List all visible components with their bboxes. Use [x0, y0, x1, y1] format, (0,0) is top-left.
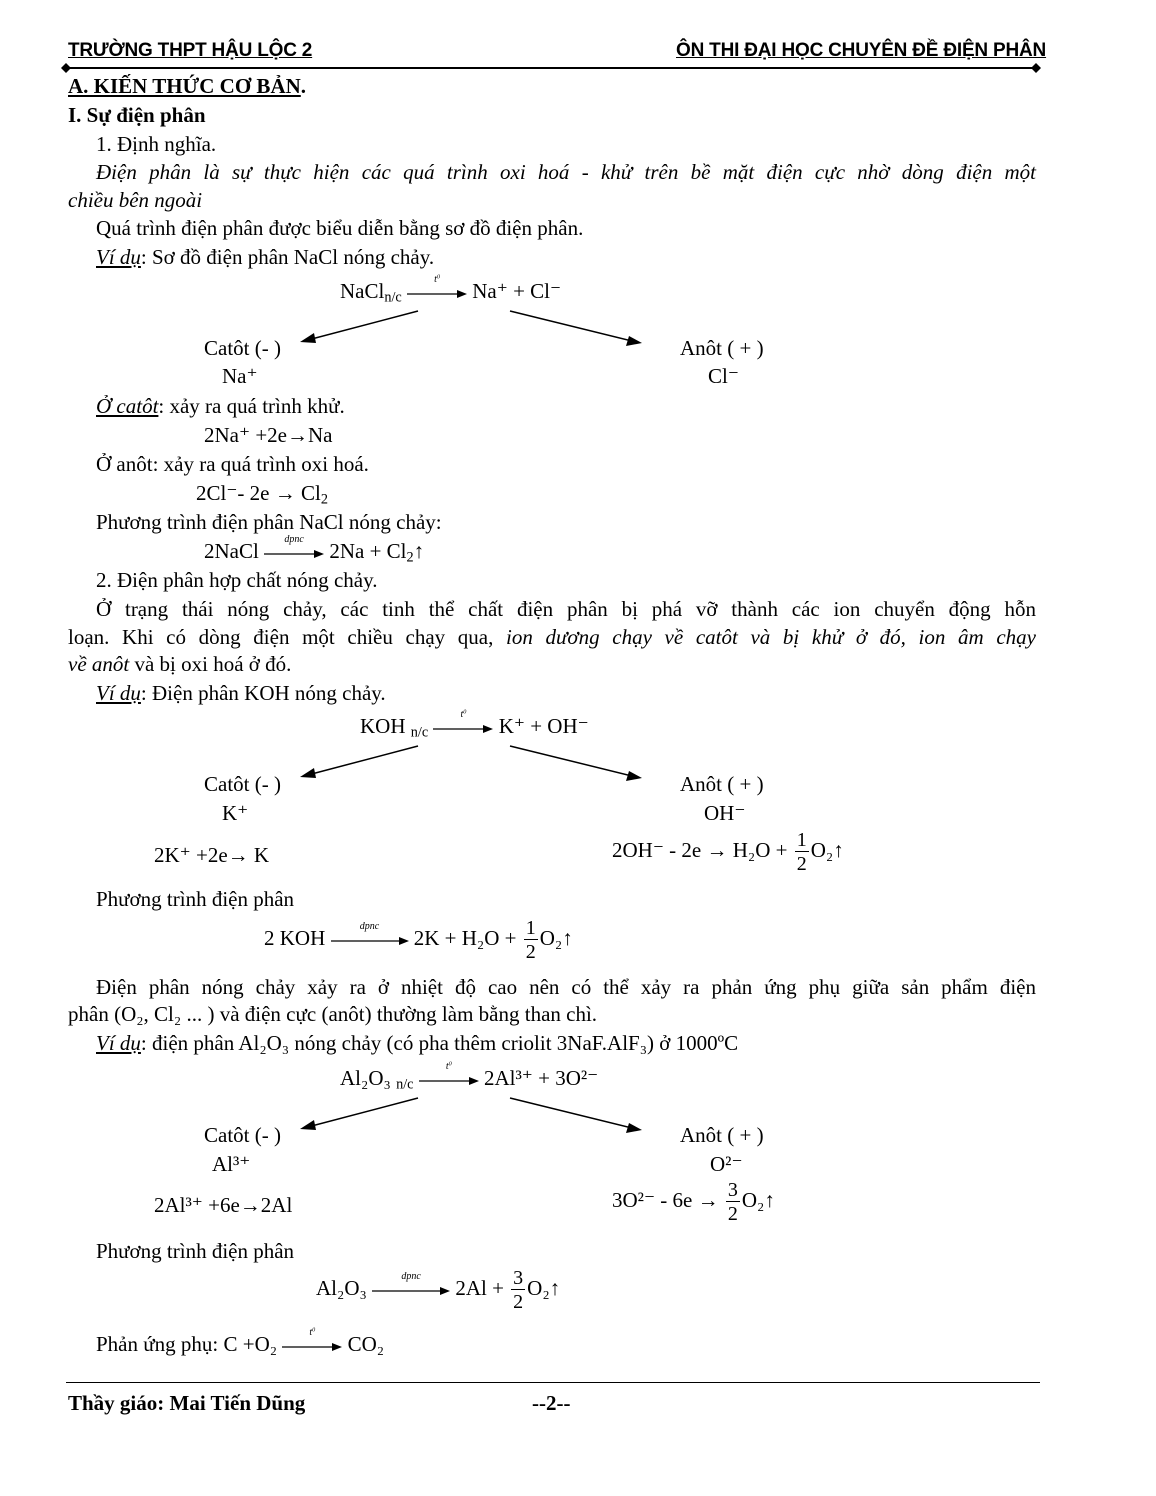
heat-arrow: $t^0$: [419, 1070, 479, 1090]
footer-page-number: --2--: [532, 1391, 571, 1415]
koh-cathode-label: Catôt (- ): [204, 772, 281, 796]
header-subject: ÔN THI ĐẠI HỌC CHUYÊN ĐỀ ĐIỆN PHÂN: [676, 40, 1047, 61]
example-1: Ví dụ: Sơ đồ điện phân NaCl nóng chảy.: [96, 245, 435, 269]
nacl-overall-equation: 2NaCl dpnc $2Na + Cl_2↑$: [204, 534, 425, 566]
section-title: A. KIẾN THỨC CƠ BẢN.: [68, 74, 307, 98]
koh-anode-ion: OH⁻: [704, 801, 746, 825]
nacl-anode-label: Anôt ( + ): [680, 336, 764, 360]
al2o3-anode-equation: 3O²⁻ - 6e → $\frac{3}{2}$ O₂↑: [612, 1179, 775, 1225]
definition-line2: chiều bên ngoài: [68, 188, 203, 212]
dpnc-arrow: dpnc: [331, 930, 409, 950]
cathode-process: Ở catôt: xảy ra quá trình khử.: [96, 394, 345, 418]
fraction-three-half: $\frac{3}{2}$: [513, 1267, 524, 1313]
anode-equation: 2Cl⁻- $2e \to Cl_2$: [196, 481, 328, 508]
nacl-cathode-ion: Na⁺: [222, 364, 258, 388]
al2o3-anode-label: Anôt ( + ): [680, 1123, 764, 1147]
section2-para-line2: loạn. Khi có dòng điện một chiều chạy qua, ion dương chạy về catôt và bị khử ở đó, ion âm chạy: [68, 625, 1036, 649]
al2o3-cathode-label: Catôt (- ): [204, 1123, 281, 1147]
diagram-intro: Quá trình điện phân được biểu diễn bằng sơ đồ điện phân.: [96, 216, 584, 240]
fraction-three-half: $\frac{3}{2}$: [727, 1179, 738, 1225]
header-school: TRƯỜNG THPT HẬU LỘC 2: [68, 40, 313, 61]
side-reaction-equation: Phản ứng phụ: C +O₂ $t^0$ CO₂: [96, 1326, 385, 1356]
section2-para-line1: Ở trạng thái nóng chảy, các tinh thể chất điện phân bị phá vỡ thành các ion chuyển động hỗn: [96, 597, 1036, 621]
item-definition-heading: 1. Định nghĩa.: [96, 132, 217, 156]
al2o3-anode-ion: O²⁻: [710, 1152, 743, 1176]
side-reaction-para-line2: phân (O₂, Cl₂ ... ) và điện cực (anôt) thường làm bằng than chì.: [68, 1002, 598, 1026]
dpnc-arrow: dpnc: [372, 1280, 450, 1300]
koh-anode-equation: 2OH⁻ - 2e → H₂O + $\frac{1}{2}$ O₂↑: [612, 829, 844, 875]
al2o3-dissociation: Al₂O₃ $_{n/c}$ $t^0$ 2Al³⁺ + 3O²⁻: [340, 1060, 599, 1093]
nacl-overall-label: Phương trình điện phân NaCl nóng chảy:: [96, 510, 442, 534]
fraction-one-half: $\frac{1}{2}$: [525, 917, 536, 963]
definition-line1: Điện phân là sự thực hiện các quá trình oxi hoá - khử trên bề mặt điện cực nhờ dòng điện một: [96, 160, 1036, 184]
heat-arrow: $t^0$: [433, 718, 493, 738]
koh-overall-label: Phương trình điện phân: [96, 887, 295, 911]
nacl-anode-ion: Cl⁻: [708, 364, 739, 388]
side-reaction-para-line1: Điện phân nóng chảy xảy ra ở nhiệt độ cao nên có thể xảy ra phản ứng phụ giữa sản phẩm điện: [96, 975, 1036, 999]
koh-overall-equation: 2 KOH dpnc 2K + H₂O + $\frac{1}{2}$ O₂↑: [264, 917, 573, 963]
nacl-cathode-label: Catôt (- ): [204, 336, 281, 360]
al2o3-overall-equation: Al₂O₃ dpnc 2Al + $\frac{3}{2}$ O₂↑: [316, 1267, 561, 1313]
al2o3-cathode-equation: 2Al³⁺ +6e→2Al: [154, 1193, 293, 1217]
heat-arrow: $t^0$: [282, 1336, 342, 1356]
example-2: Ví dụ: Điện phân KOH nóng chảy.: [96, 681, 386, 705]
diamond-icon: [1031, 63, 1041, 73]
footer-teacher: Thầy giáo: Mai Tiến Dũng: [68, 1391, 306, 1415]
koh-anode-label: Anôt ( + ): [680, 772, 764, 796]
diamond-icon: [61, 63, 71, 73]
koh-cathode-equation: 2K⁺ +2e→ K: [154, 843, 270, 867]
koh-cathode-ion: K⁺: [222, 801, 249, 825]
dpnc-arrow: dpnc: [264, 543, 324, 563]
subsection-title: I. Sự điện phân: [68, 103, 206, 127]
section2-title: 2. Điện phân hợp chất nóng chảy.: [96, 568, 378, 592]
koh-dissociation: KOH $_{n/c}$ $t^0$ K⁺ + OH⁻: [360, 708, 589, 741]
example-3: Ví dụ: điện phân Al₂O₃ nóng chảy (có pha thêm criolit 3NaF.AlF₃) ở 1000ºC: [96, 1031, 739, 1055]
anode-process: Ở anôt: xảy ra quá trình oxi hoá.: [96, 452, 369, 476]
al2o3-split-arrows: [290, 1092, 660, 1137]
cathode-equation: 2Na⁺ +2e→Na: [204, 423, 333, 447]
nacl-split-arrows: [290, 305, 660, 350]
al2o3-cathode-ion: Al³⁺: [212, 1152, 251, 1176]
heat-arrow: $t^0$: [407, 283, 467, 303]
footer-rule: [66, 1382, 1040, 1383]
al2o3-overall-label: Phương trình điện phân: [96, 1239, 295, 1263]
nacl-dissociation: NaCl$_{n/c}$ $t^0$ Na⁺ + Cl⁻: [340, 273, 562, 306]
koh-split-arrows: [290, 740, 660, 785]
section2-para-line3: về anôt và bị oxi hoá ở đó.: [68, 652, 292, 676]
fraction-one-half: $\frac{1}{2}$: [796, 829, 807, 875]
